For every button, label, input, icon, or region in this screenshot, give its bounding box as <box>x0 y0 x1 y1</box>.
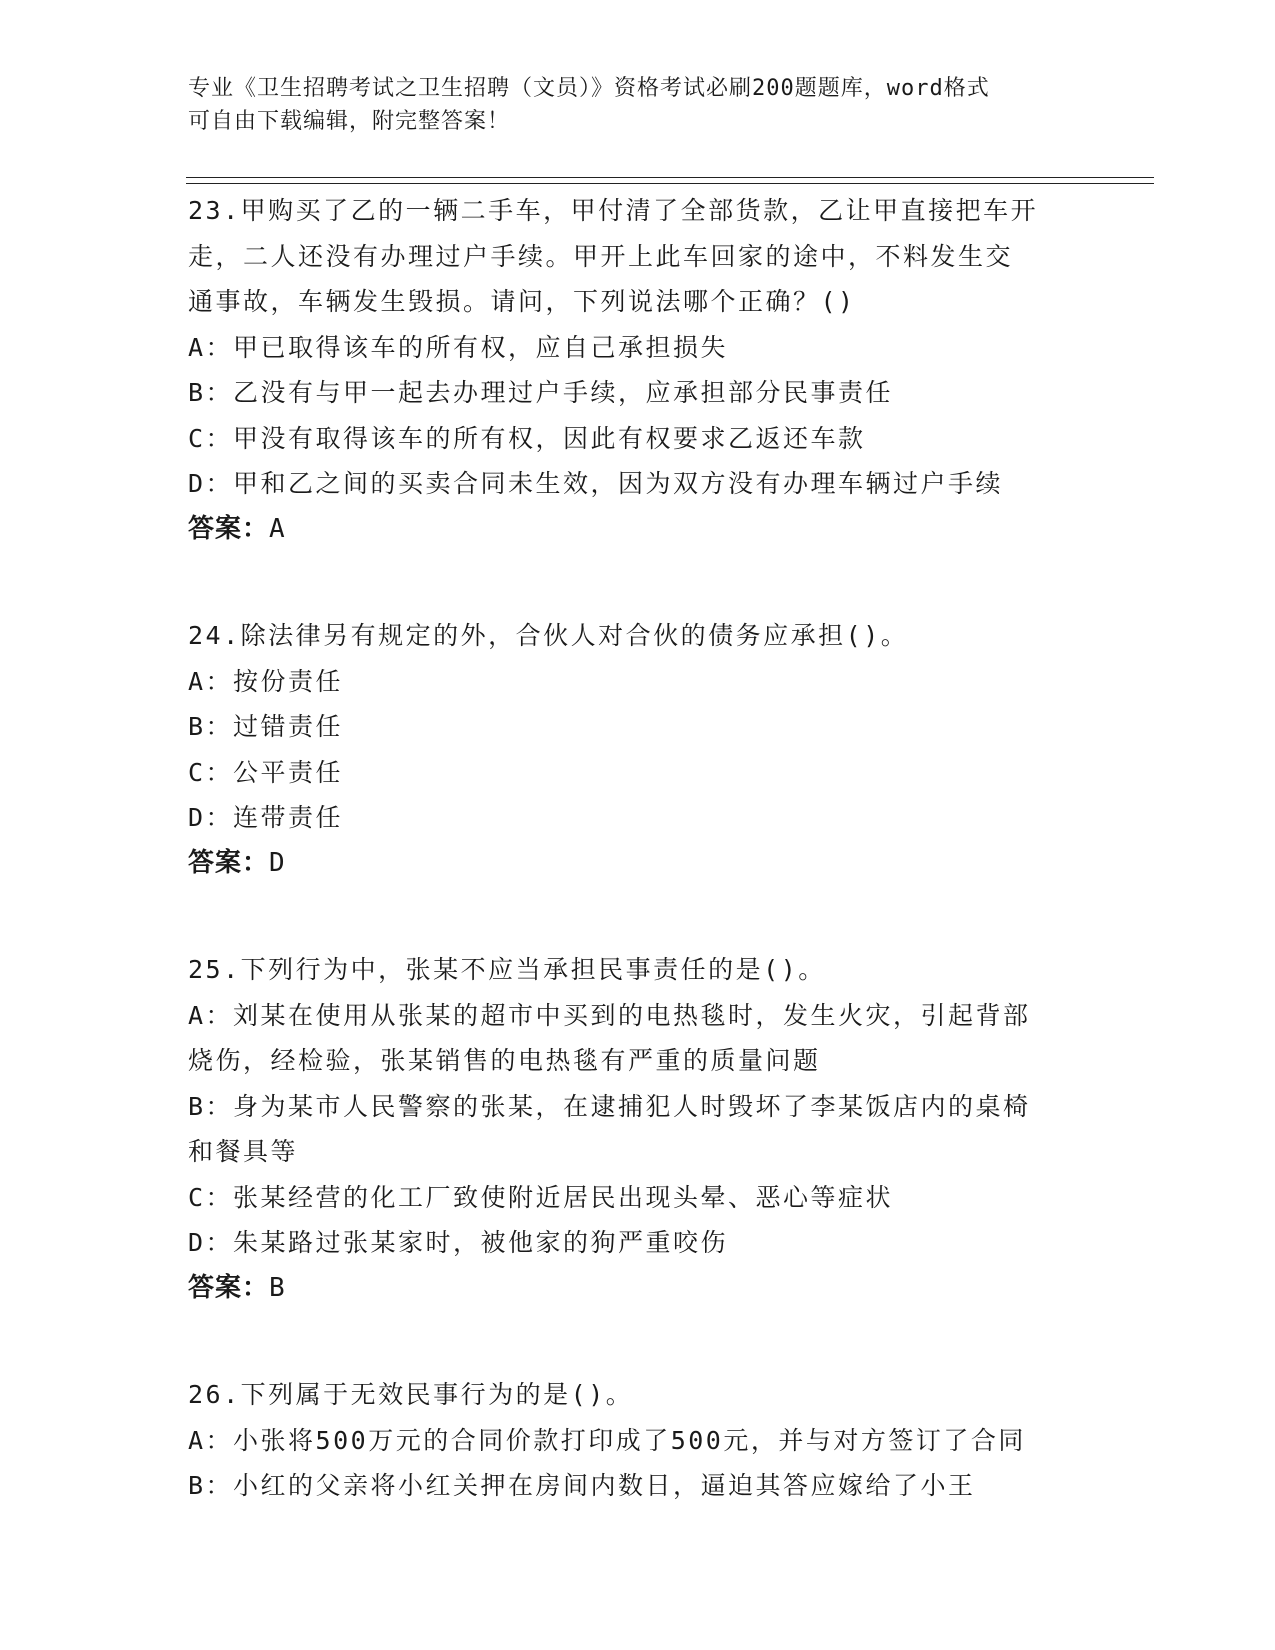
answer-value: A <box>269 513 286 544</box>
answer-line <box>188 507 1088 553</box>
option-a: A：甲已取得该车的所有权，应自己承担损失 <box>188 332 729 362</box>
question-stem-line: 24.除法律另有规定的外，合伙人对合伙的债务应承担()。 <box>188 621 909 650</box>
option-a: A：刘某在使用从张某的超市中买到的电热毯时，发生火灾，引起背部 <box>188 1000 1031 1030</box>
document-header <box>188 72 1068 138</box>
question-stem-line: 25.下列行为中，张某不应当承担民事责任的是()。 <box>188 955 826 984</box>
answer-line <box>188 1266 1088 1312</box>
question-stem-line: 26.下列属于无效民事行为的是()。 <box>188 1380 634 1409</box>
answer-value: D <box>269 847 286 878</box>
option-c: C：公平责任 <box>188 757 344 787</box>
header-divider-bottom <box>186 183 1154 184</box>
option-d: D：朱某路过张某家时，被他家的狗严重咬伤 <box>188 1228 729 1257</box>
question-list <box>188 188 1088 1509</box>
option-c: C：甲没有取得该车的所有权，因此有权要求乙返还车款 <box>188 423 866 453</box>
option-d: D：连带责任 <box>188 803 344 832</box>
answer-label: 答案： <box>188 1272 270 1303</box>
question-spacer <box>188 1311 1088 1372</box>
header-line-1: 专业《卫生招聘考试之卫生招聘（文员）》资格考试必刷200题题库，word格式 <box>188 76 990 101</box>
question-spacer <box>188 552 1088 613</box>
question-24 <box>188 613 1088 886</box>
question-stem-line: 通事故，车辆发生毁损。请问，下列说法哪个正确？() <box>188 287 856 316</box>
option-a-continued: 烧伤，经检验，张某销售的电热毯有严重的质量问题 <box>188 1046 821 1075</box>
answer-value: B <box>269 1272 286 1303</box>
question-25 <box>188 947 1088 1311</box>
option-b-continued: 和餐具等 <box>188 1137 299 1166</box>
option-d: D：甲和乙之间的买卖合同未生效，因为双方没有办理车辆过户手续 <box>188 469 1004 498</box>
question-stem-line: 23.甲购买了乙的一辆二手车，甲付清了全部货款，乙让甲直接把车开 <box>188 196 1039 225</box>
question-26 <box>188 1372 1088 1509</box>
question-stem-line: 走，二人还没有办理过户手续。甲开上此车回家的途中，不料发生交 <box>188 241 1014 271</box>
answer-line <box>188 841 1088 887</box>
option-b: B：身为某市人民警察的张某，在逮捕犯人时毁坏了李某饭店内的桌椅 <box>188 1091 1031 1121</box>
option-c: C：张某经营的化工厂致使附近居民出现头晕、恶心等症状 <box>188 1182 894 1212</box>
option-b: B：乙没有与甲一起去办理过户手续，应承担部分民事责任 <box>188 378 894 407</box>
option-b: B：小红的父亲将小红关押在房间内数日，逼迫其答应嫁给了小王 <box>188 1471 976 1500</box>
option-a: A：小张将500万元的合同价款打印成了500元，并与对方签订了合同 <box>188 1425 1026 1455</box>
header-divider-top <box>186 177 1154 178</box>
question-spacer <box>188 886 1088 947</box>
option-a: A：按份责任 <box>188 666 344 696</box>
answer-label: 答案： <box>188 847 270 878</box>
header-line-2: 可自由下载编辑，附完整答案！ <box>188 109 511 134</box>
answer-label: 答案： <box>188 513 270 544</box>
option-b: B：过错责任 <box>188 712 344 741</box>
question-23 <box>188 188 1088 552</box>
